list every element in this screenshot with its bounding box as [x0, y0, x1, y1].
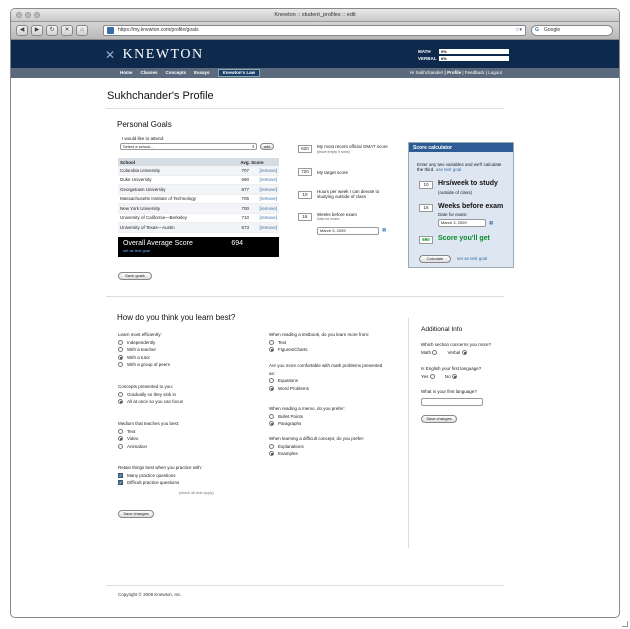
option-row[interactable] — [118, 443, 179, 451]
q-medium — [118, 420, 179, 450]
option-label: Text — [278, 339, 287, 345]
school-score: 677 — [241, 186, 249, 192]
table-row — [118, 176, 279, 186]
option-label: Gradually so they sink in — [127, 391, 177, 397]
calculate-button[interactable]: Calculate — [419, 255, 451, 263]
resize-grip-icon[interactable] — [622, 621, 628, 627]
col-school: School — [120, 159, 136, 165]
google-icon: G — [535, 27, 539, 33]
nav-knewtons-law[interactable]: Knewton's Law — [218, 69, 261, 77]
verbal-radio[interactable] — [462, 350, 467, 355]
option-label: Explanations — [278, 443, 304, 449]
nav-concepts[interactable]: Concepts — [165, 70, 187, 75]
option-label: Independently — [127, 339, 156, 345]
option-label: Many practice questions — [127, 472, 176, 478]
option-row[interactable] — [269, 346, 369, 354]
option-label: Paragraphs — [278, 421, 302, 426]
radio-button[interactable] — [269, 451, 274, 456]
nav-home[interactable]: Home — [120, 70, 133, 75]
overall-label: Overall Average Score — [123, 240, 193, 247]
hours-input[interactable]: 10 — [298, 191, 312, 199]
school-score: 700 — [241, 205, 249, 211]
option-row[interactable] — [269, 420, 345, 428]
radio-button[interactable] — [269, 444, 274, 449]
option-row[interactable] — [269, 443, 379, 451]
school-score: 705 — [241, 196, 249, 202]
divider — [106, 585, 504, 586]
remove-link[interactable]: [remove] — [259, 215, 277, 221]
option-row[interactable] — [269, 413, 345, 421]
target-score-label: My target score — [317, 170, 349, 175]
checkbox[interactable]: ✓ — [119, 480, 123, 486]
close-icon[interactable] — [16, 12, 22, 18]
greeting: Hi Sukhchander! — [410, 70, 444, 75]
calc-date-input[interactable] — [438, 219, 486, 227]
option-label: With a teacher — [127, 347, 157, 352]
school-select[interactable] — [120, 143, 257, 150]
radio-button[interactable] — [118, 399, 123, 404]
remove-link[interactable]: [remove] — [259, 196, 277, 202]
attend-label: I would like to attend: — [122, 136, 165, 141]
calc-score-input[interactable]: 690 — [419, 236, 433, 244]
calc-date-value: March 3, 2009 — [441, 220, 467, 225]
verbal-label: VERBAL — [418, 56, 437, 61]
calc-date-label: Date for exam: — [438, 212, 468, 217]
option-label: Text — [127, 428, 136, 434]
radio-button[interactable] — [118, 436, 123, 441]
use-test-goal-link[interactable]: use test goal — [435, 167, 462, 172]
calc-hours-note: (outside of class) — [438, 190, 473, 195]
table-row — [118, 166, 279, 176]
option-row[interactable] — [118, 472, 202, 480]
option-label: Figures/Charts — [278, 347, 308, 352]
additional-info-heading: Additional Info — [421, 326, 463, 333]
option-row[interactable] — [118, 354, 170, 362]
url-text: https://my.knewton.com/profile/goals — [118, 27, 199, 33]
option-row[interactable] — [118, 361, 170, 369]
table-row — [118, 204, 279, 214]
logo-mark-icon: ✕ — [105, 47, 117, 62]
calculator-intro — [417, 162, 507, 172]
logo-text: KNEWTON — [122, 47, 204, 62]
school-name: Massachusetts Institute of Technology — [120, 196, 196, 202]
recent-score-text: My most recent official GMAT score — [317, 144, 388, 149]
option-label: With a group of peers — [127, 362, 171, 367]
col-avg-score: Avg. Score — [240, 159, 264, 165]
window-controls[interactable] — [16, 12, 40, 18]
radio-button[interactable] — [269, 378, 274, 383]
no-option-label: No — [444, 374, 451, 379]
calc-hours-label: Hrs/week to study — [438, 180, 498, 187]
calendar-icon[interactable]: ▦ — [382, 227, 387, 232]
recent-score-input[interactable]: 620 — [298, 145, 312, 153]
remove-link[interactable]: [remove] — [259, 167, 277, 173]
q-textbook — [269, 331, 369, 354]
option-label: Animation — [127, 443, 148, 449]
calc-weeks-label: Weeks before exam — [438, 203, 504, 210]
option-row[interactable] — [269, 450, 379, 458]
radio-button[interactable] — [269, 340, 274, 345]
option-label: With a tutor — [127, 354, 151, 360]
math-option-label: Math — [421, 350, 432, 355]
radio-button[interactable] — [269, 347, 274, 352]
select-arrows-icon: ⇕ — [251, 144, 255, 149]
search-input[interactable] — [531, 25, 613, 36]
radio-button[interactable] — [118, 340, 123, 345]
yes-radio[interactable] — [430, 374, 435, 379]
target-score-input[interactable]: 720 — [298, 168, 312, 176]
option-row[interactable] — [269, 339, 369, 347]
calc-weeks-input[interactable]: 16 — [419, 204, 433, 212]
school-name: Columbia University — [120, 167, 161, 173]
school-select-value: Select a school... — [123, 144, 154, 149]
question-label: Medium that teaches you best: — [118, 421, 180, 426]
checkbox[interactable]: ✓ — [119, 472, 123, 478]
option-row[interactable] — [118, 435, 179, 443]
school-name: New York University — [120, 205, 161, 211]
math-label: MATH — [418, 49, 431, 54]
school-name: University of Texas—Austin — [120, 224, 175, 230]
school-score: 707 — [241, 167, 249, 173]
remove-link[interactable]: [remove] — [259, 186, 277, 192]
school-score: 690 — [241, 177, 249, 183]
recent-score-note: (leave empty if none) — [317, 150, 350, 154]
question-label: Learn most efficiently: — [118, 332, 162, 337]
radio-button[interactable] — [118, 429, 123, 434]
q-difficult-concept — [269, 435, 379, 458]
learn-heading: How do you think you learn best? — [117, 313, 236, 322]
overall-value: 694 — [231, 240, 243, 247]
radio-button[interactable] — [269, 421, 274, 426]
profile-link[interactable]: Profile — [447, 70, 462, 75]
q-learn-efficiently — [118, 331, 170, 369]
school-score: 710 — [241, 215, 249, 221]
math-meter: 0% — [439, 49, 509, 54]
calculator-title: Score calculator — [409, 143, 513, 152]
remove-link[interactable]: [remove] — [259, 205, 277, 211]
add-school-button[interactable]: add — [260, 143, 274, 150]
weeks-input[interactable]: 16 — [298, 213, 312, 221]
schools-table — [118, 158, 279, 233]
option-label: Examples — [278, 451, 298, 456]
home-icon[interactable]: ⌂ — [76, 25, 88, 36]
table-row — [118, 195, 279, 205]
feedback-link[interactable]: Feedback — [464, 70, 485, 75]
logout-link[interactable]: Logout — [488, 70, 503, 75]
weeks-label: Weeks before exam — [317, 212, 357, 217]
option-label: Equations — [278, 378, 299, 383]
concern-options — [421, 349, 471, 357]
calc-set-test-goal-link[interactable]: set as test goal — [457, 256, 488, 261]
personal-goals-heading: Personal Goals — [117, 120, 172, 129]
yes-option-label: Yes — [421, 374, 429, 379]
option-row[interactable] — [118, 391, 183, 399]
table-row — [118, 214, 279, 224]
footer-copyright: Copyright © 2008 Knewton, Inc. — [118, 592, 182, 597]
divider — [106, 108, 504, 109]
set-test-goal-link[interactable]: set as test goal — [123, 248, 150, 253]
main-nav — [11, 68, 619, 78]
remove-link[interactable]: [remove] — [259, 224, 277, 230]
table-row — [118, 223, 279, 233]
minimize-icon[interactable] — [25, 12, 31, 18]
browser-toolbar — [11, 22, 619, 40]
save-additional-button[interactable]: Save changes — [421, 415, 457, 423]
knewton-logo[interactable] — [105, 47, 204, 63]
stop-icon[interactable]: ✕ — [61, 25, 73, 36]
verbal-option-label: Verbal — [447, 350, 461, 355]
search-placeholder: Google — [544, 27, 561, 33]
favicon-icon — [107, 27, 114, 34]
option-row[interactable] — [118, 479, 202, 487]
option-label: Difficult practice questions — [127, 480, 180, 485]
column-divider — [408, 318, 409, 548]
option-row[interactable] — [269, 385, 389, 393]
exam-date-value: March 3, 2009 — [320, 228, 346, 233]
check-all-note: (check all that apply) — [179, 491, 214, 495]
back-icon[interactable]: ◀ — [16, 25, 28, 36]
radio-button[interactable] — [118, 347, 123, 352]
reload-icon[interactable]: ↻ — [46, 25, 58, 36]
question-label: When reading a textbook, do you learn more from: — [269, 332, 370, 337]
option-label: Word Problems — [278, 385, 309, 391]
option-row[interactable] — [118, 398, 183, 406]
calc-calendar-icon[interactable]: ▦ — [489, 220, 494, 225]
math-radio[interactable] — [432, 350, 437, 355]
radio-button[interactable] — [118, 392, 123, 397]
recent-score-label — [317, 144, 397, 155]
window-title: Knewton :: student_profiles :: edit — [274, 12, 356, 18]
hours-label: Hours per week I can devote to studying outside of class — [317, 189, 380, 199]
title-bar — [11, 9, 619, 22]
option-label: All at once so you can focus — [127, 399, 184, 404]
calc-score-label: Score you'll get — [438, 235, 490, 242]
save-goals-button[interactable]: Save goals — [118, 272, 152, 280]
user-nav — [410, 70, 502, 75]
school-name: Duke University — [120, 177, 152, 183]
radio-button[interactable] — [118, 355, 123, 360]
english-options — [421, 373, 461, 381]
nav-essays[interactable]: Essays — [194, 70, 210, 75]
calculator-intro-text: Enter any two variables and we'll calculate the third. — [417, 162, 502, 172]
option-label: Video — [127, 436, 139, 441]
option-row[interactable] — [118, 346, 170, 354]
divider — [106, 296, 504, 297]
question-label: When learning a difficult concept, do you prefer: — [269, 436, 365, 441]
question-label: Are you more comfortable with math problems presented as: — [269, 363, 383, 376]
first-language-label: What is your first language? — [421, 389, 477, 394]
score-meters — [418, 48, 509, 62]
school-score: 673 — [241, 224, 249, 230]
q-practice — [118, 464, 202, 487]
exam-date-input[interactable] — [317, 227, 379, 235]
radio-button[interactable] — [269, 414, 274, 419]
score-calculator — [408, 142, 514, 268]
radio-button[interactable] — [269, 386, 274, 391]
browser-window — [10, 8, 620, 618]
address-bar[interactable] — [103, 25, 526, 36]
first-language-input[interactable] — [421, 398, 483, 406]
q-concepts-presented — [118, 383, 183, 406]
calc-hours-input[interactable]: 10 — [419, 181, 433, 189]
q-math-problems — [269, 362, 389, 392]
option-row[interactable] — [269, 377, 389, 385]
option-label: Bullet Points — [278, 413, 304, 419]
concern-label: Which section concerns you more? — [421, 342, 492, 347]
separator: | — [444, 70, 446, 75]
question-label: Retain things best when you practice with: — [118, 465, 203, 470]
overall-average-box — [118, 237, 279, 257]
question-label: When reading a memo, do you prefer: — [269, 406, 345, 411]
radio-button[interactable] — [118, 444, 123, 449]
no-radio[interactable] — [452, 374, 457, 379]
english-label: Is English your first language? — [421, 366, 482, 371]
page-title: Sukhchander's Profile — [107, 90, 214, 102]
radio-button[interactable] — [118, 362, 123, 367]
remove-link[interactable]: [remove] — [259, 177, 277, 183]
exam-date-note: Date for exam: — [317, 217, 340, 221]
forward-icon[interactable]: ▶ — [31, 25, 43, 36]
table-header — [118, 158, 279, 166]
separator: | — [485, 70, 487, 75]
site-header — [11, 40, 619, 68]
table-row — [118, 185, 279, 195]
save-learn-button[interactable]: Save changes — [118, 510, 154, 518]
q-memo — [269, 405, 345, 428]
verbal-meter: 0% — [439, 56, 509, 61]
bookmark-star-icon[interactable]: ☆▾ — [515, 27, 522, 33]
school-name: Georgetown University — [120, 186, 166, 192]
nav-classes[interactable]: Classes — [140, 70, 158, 75]
zoom-icon[interactable] — [34, 12, 40, 18]
school-name: University of California—Berkeley — [120, 215, 188, 221]
option-row[interactable] — [118, 428, 179, 436]
option-row[interactable] — [118, 339, 170, 347]
separator: | — [462, 70, 464, 75]
question-label: Concepts presented to you: — [118, 384, 174, 389]
